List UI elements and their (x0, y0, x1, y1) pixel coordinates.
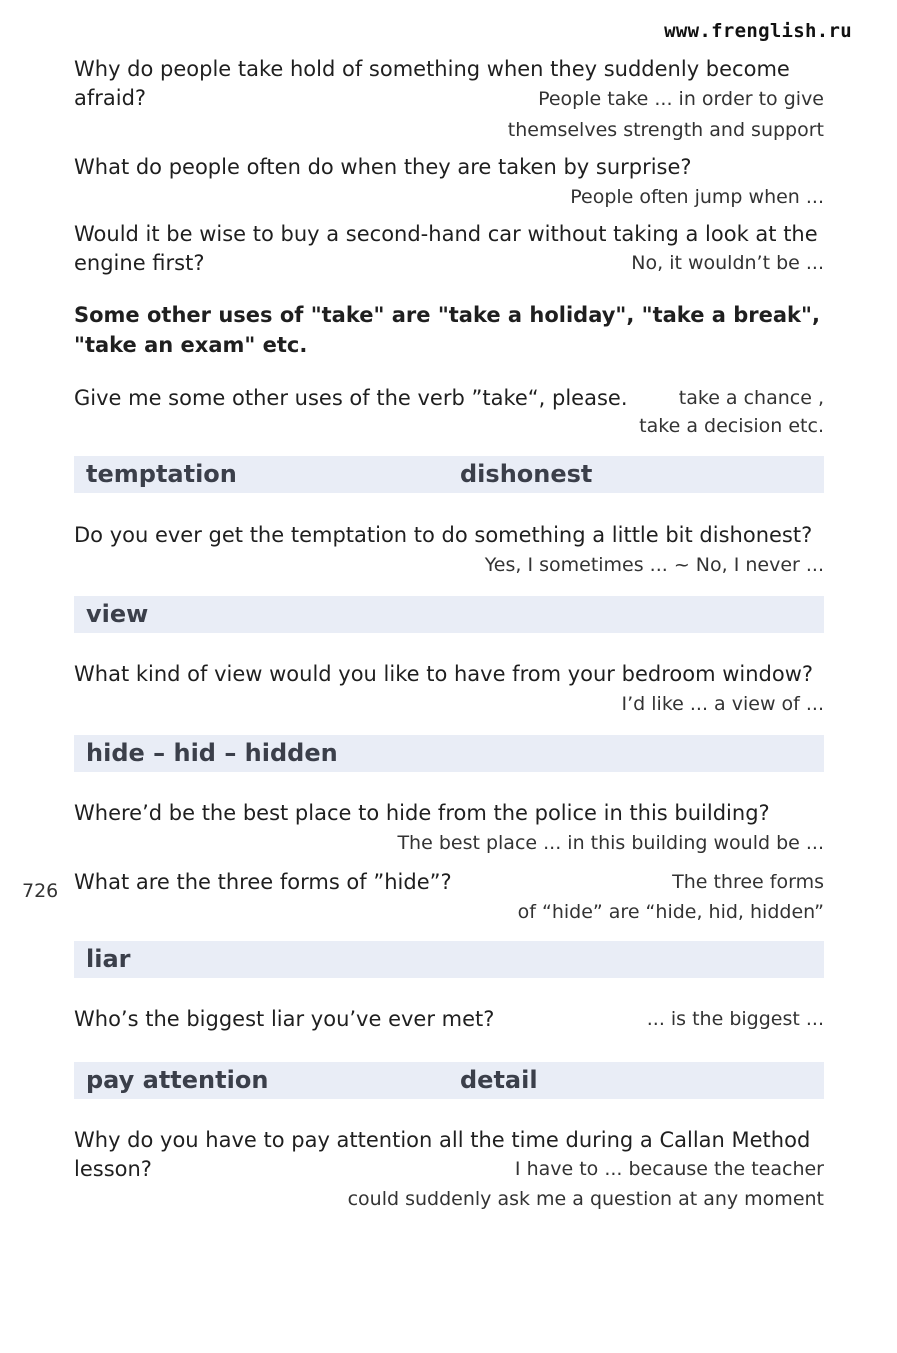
answer-text: The three forms (672, 871, 824, 893)
qa-block (74, 1005, 824, 1034)
vocab-word: hide – hid – hidden (86, 739, 338, 767)
page-number: 726 (22, 880, 59, 902)
grammar-note: Some other uses of "take" are "take a holiday", "take a break", "take an exam" etc. (74, 303, 820, 357)
vocabulary-header (74, 596, 824, 633)
qa-block (74, 384, 824, 439)
answer-text: People often jump when ... (570, 186, 824, 208)
qa-row (74, 868, 824, 897)
answer-text: No, it wouldn’t be ... (631, 252, 824, 274)
qa-block (74, 799, 824, 858)
qa-block (74, 868, 824, 927)
question-text: What are the three forms of ”hide”? (74, 870, 452, 894)
vocab-word: dishonest (460, 460, 593, 488)
vocabulary-header (74, 456, 824, 493)
question-text: Would it be wise to buy a second-hand car without taking a look at the (74, 222, 818, 246)
answer-text: take a chance , (678, 387, 824, 409)
vocab-word: pay attention (86, 1066, 269, 1094)
qa-block (74, 220, 824, 278)
answer-text: ... is the biggest ... (646, 1008, 824, 1030)
qa-block (74, 153, 824, 212)
vocab-word: detail (460, 1066, 538, 1094)
question-text: Where’d be the best place to hide from the police in this building? (74, 801, 770, 825)
vocab-word: temptation (86, 460, 237, 488)
qa-row (74, 1005, 824, 1034)
answer-text: themselves strength and support (507, 119, 824, 141)
qa-block (74, 1126, 824, 1214)
site-watermark: www.frenglish.ru (664, 20, 852, 42)
vocabulary-header (74, 735, 824, 772)
answer-text: Yes, I sometimes ... ~ No, I never ... (484, 554, 824, 576)
qa-block (74, 521, 824, 580)
vocab-word: liar (86, 945, 131, 973)
question-text: What do people often do when they are taken by surprise? (74, 155, 692, 179)
vocabulary-header (74, 941, 824, 978)
answer-text: People take ... in order to give (538, 88, 824, 110)
qa-block (74, 660, 824, 719)
qa-block (74, 55, 824, 145)
question-text: engine first? (74, 251, 205, 275)
question-text: What kind of view would you like to have from your bedroom window? (74, 662, 814, 686)
answer-text: take a decision etc. (639, 415, 824, 437)
question-text: Why do you have to pay attention all the time during a Callan Method (74, 1128, 811, 1152)
vocab-word: view (86, 600, 149, 628)
page-content (74, 55, 824, 1214)
question-text: Who’s the biggest liar you’ve ever met? (74, 1007, 495, 1031)
question-text: Give me some other uses of the verb ”take“, please. (74, 386, 628, 410)
answer-text: of “hide” are “hide, hid, hidden” (517, 901, 824, 923)
answer-text: I’d like ... a view of ... (621, 693, 824, 715)
answer-text: could suddenly ask me a question at any moment (347, 1188, 824, 1210)
qa-row (74, 249, 824, 278)
question-text: Why do people take hold of something when they suddenly become afraid? (74, 57, 790, 110)
question-text: Do you ever get the temptation to do something a little bit dishonest? (74, 523, 813, 547)
answer-text: The best place ... in this building would be ... (397, 832, 824, 854)
answer-text: I have to ... because the teacher (514, 1158, 824, 1180)
question-text: lesson? (74, 1157, 152, 1181)
vocabulary-header (74, 1062, 824, 1099)
qa-row (74, 1155, 824, 1184)
qa-row (74, 384, 824, 413)
